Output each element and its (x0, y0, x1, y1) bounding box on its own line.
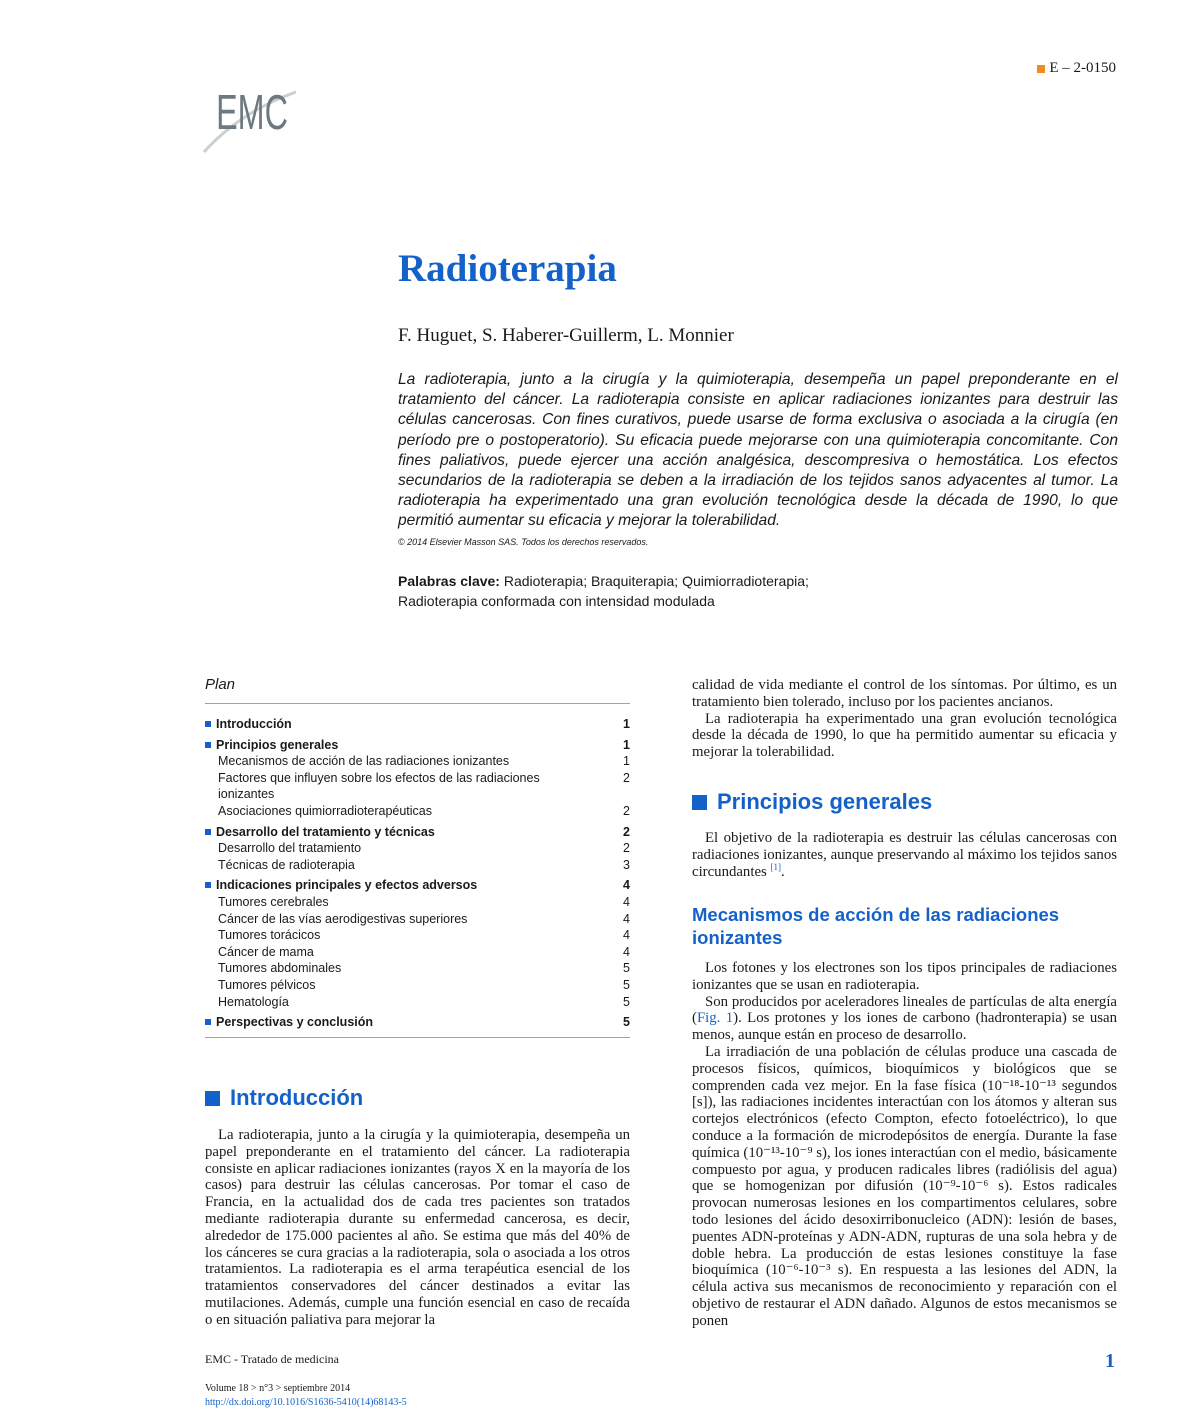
toc-entry-label: Factores que influyen sobre los efectos de las radiaciones ionizantes (218, 770, 540, 802)
toc-entry-page: 1 (623, 737, 630, 752)
toc-section (205, 877, 630, 1010)
toc-sub-entry[interactable] (205, 857, 630, 874)
toc-entry-label: Hematología (218, 994, 289, 1009)
toc-section (205, 716, 630, 733)
toc-entry-page: 5 (623, 994, 630, 1009)
mecanismos-paragraph-3: La irradiación de una población de células produce una cascada de procesos físicos, químicos, bioquímicos y biológicos que se comprenden cada vez mejor. En la fase física (10⁻¹⁸-10⁻¹³ segundos [s]), las radiaciones incidentes interactúan con los átomos y alteran sus cortejos electrónicos (efecto Compton, efecto fotoeléctrico), lo que conduce a la formación de microdepósitos de energía. Durante la fase química (10⁻¹³-10⁻⁹ s), los iones interactúan con el medio, básicamente compuesto por agua, y producen radicales libres (radiólisis del agua) que se homogenizan por difusión (10⁻⁹-10⁻⁶ s). Estos radicales provocan numerosas lesiones en los compartimentos celulares, sobre todo lesiones del ácido desoxirribonucleico (ADN): lesión de bases, puentes ADN-proteínas y ADN-ADN, rupturas de una sola hebra y de doble hebra. La producción de estas lesiones constituye la fase bioquímica (10⁻⁶-10⁻³ s). En respuesta a las lesiones del ADN, la célula activa sus mecanismos de reconocimiento y reparación con el objetivo de restaurar el ADN dañado. Algunos de estos mecanismos se ponen (692, 1043, 1117, 1329)
toc-entry-label: Indicaciones principales y efectos adversos (205, 877, 610, 894)
toc-entry-label: Tumores pélvicos (218, 977, 316, 992)
principios-paragraph: El objetivo de la radioterapia es destruir las células cancerosas con radiaciones ionizantes, aunque preservando al máximo los tejidos sanos circundantes [1]. (692, 830, 1117, 880)
toc-main-entry[interactable] (205, 1014, 630, 1031)
keywords-line2: Radioterapia conformada con intensidad modulada (398, 593, 715, 609)
toc-sub-entry[interactable] (205, 753, 630, 770)
column2-continuation (692, 677, 1117, 761)
page-number: 1 (1105, 1350, 1115, 1372)
toc-entry-page: 5 (623, 961, 630, 976)
mecanismos-text (692, 960, 1117, 1330)
keywords-line1: Radioterapia; Braquiterapia; Quimiorradioterapia; (503, 573, 809, 589)
toc-entry-page: 1 (623, 754, 630, 769)
keywords (398, 571, 1118, 611)
footer-volume: Volume 18 > n°3 > septiembre 2014 (205, 1383, 351, 1394)
footer-doi-link[interactable]: http://dx.doi.org/10.1016/S1636-5410(14)68143-5 (205, 1397, 407, 1408)
footer-journal: EMC - Tratado de medicina (205, 1352, 339, 1366)
intro-paragraph: La radioterapia, junto a la cirugía y la quimioterapia, desempeña un papel preponderante en el tratamiento del cáncer. La radioterapia consiste en aplicar radiaciones ionizantes (rayos X en la mayoría de los casos) para destruir las células cancerosas. Por tomar el caso de Francia, en la actualidad dos de cada tres pacientes son tratados mediante radioterapia durante su enfermedad cancerosa, es decir, alrededor de 175.000 pacientes al año. Se estima que más del 40% de los cánceres se cura gracias a la radioterapia, sola o asociada a los otros tratamientos. La radioterapia es el arma terapéutica esencial de los tratamientos conservadores del cáncer destinados a evitar las mutilaciones. Además, cumple una función esencial en caso de recaída o en situación paliativa para mejorar la (205, 1127, 630, 1328)
toc-entry-label: Tumores cerebrales (218, 894, 329, 909)
toc-main-entry[interactable] (205, 716, 630, 733)
subsection-heading-mecanismos: Mecanismos de acción de las radiaciones ionizantes (692, 904, 1060, 948)
plan-title: Plan (205, 676, 630, 704)
mecanismos-paragraph-2: Son producidos por aceleradores lineales de partículas de alta energía (Fig. 1). Los protones y los iones de carbono (hadronterapia) se usan menos, aunque están en proceso de desarrollo. (692, 993, 1117, 1044)
toc-entry-label: Cáncer de las vías aerodigestivas superiores (218, 911, 468, 926)
toc-entry-page: 4 (623, 911, 630, 926)
toc-sub-entry[interactable] (205, 960, 630, 977)
copyright: © 2014 Elsevier Masson SAS. Todos los derechos reservados. (398, 537, 649, 547)
toc-entry-label: Mecanismos de acción de las radiaciones ionizantes (218, 754, 510, 769)
toc-entry-label: Perspectivas y conclusión (205, 1014, 610, 1031)
toc-entry-label: Tumores torácicos (218, 928, 321, 943)
toc-entry-page: 3 (623, 857, 630, 872)
toc-sub-entry[interactable] (205, 840, 630, 857)
toc-entry-page: 2 (623, 841, 630, 856)
col2-cont-paragraph: calidad de vida mediante el control de los síntomas. Por último, es un tratamiento bien tolerado, incluso por los pacientes ancianos. (692, 677, 1117, 710)
toc-entry-page: 2 (623, 770, 630, 785)
toc-entry-label: Desarrollo del tratamiento y técnicas (205, 824, 610, 841)
section-heading-principios: Principios generales (692, 789, 932, 815)
toc-sub-entry[interactable] (205, 770, 630, 803)
figure-link[interactable]: Fig. 1 (696, 1010, 734, 1027)
emc-logo (200, 72, 300, 154)
toc-sub-entry[interactable] (205, 994, 630, 1011)
toc-entry-page: 4 (623, 878, 630, 893)
toc-entry-page: 1 (623, 717, 630, 731)
blue-square-icon (692, 795, 707, 810)
toc-entry-page: 5 (623, 977, 630, 992)
toc-entry-label: Principios generales (205, 737, 610, 754)
article-title: Radioterapia (398, 247, 617, 290)
document-code: E – 2-0150 (1037, 60, 1116, 77)
logo-text: EMC (216, 84, 288, 140)
toc-entry-page: 4 (623, 894, 630, 909)
toc-entry-label: Cáncer de mama (218, 944, 314, 959)
toc-entry-page: 4 (623, 928, 630, 943)
toc-entry-page: 2 (623, 824, 630, 839)
table-of-contents (205, 676, 630, 1038)
toc-entry-label: Asociaciones quimiorradioterapéuticas (218, 803, 433, 818)
col2-paragraph2: La radioterapia ha experimentado una gran evolución tecnológica desde la década de 1990, lo que ha permitido aumentar su eficacia y mejorar la tolerabilidad. (692, 710, 1117, 761)
toc-section (205, 737, 630, 820)
toc-entry-page: 5 (623, 1015, 630, 1030)
orange-square-icon (1037, 65, 1045, 73)
authors: F. Huguet, S. Haberer-Guillerm, L. Monnier (398, 325, 734, 346)
toc-main-entry[interactable] (205, 824, 630, 841)
section-heading-introduccion: Introducción (205, 1085, 363, 1111)
toc-section (205, 824, 630, 874)
toc-sub-entry[interactable] (205, 911, 630, 928)
toc-entry-page: 4 (623, 944, 630, 959)
toc-list (205, 704, 630, 1038)
toc-sub-entry[interactable] (205, 927, 630, 944)
toc-main-entry[interactable] (205, 877, 630, 894)
blue-square-icon (205, 1091, 220, 1106)
toc-entry-label: Desarrollo del tratamiento (218, 841, 362, 856)
mecanismos-paragraph-1: Los fotones y los electrones son los tipos principales de radiaciones ionizantes que se usan en radioterapia. (692, 960, 1117, 993)
toc-sub-entry[interactable] (205, 894, 630, 911)
reference-link[interactable]: [1] (770, 861, 781, 872)
toc-main-entry[interactable] (205, 737, 630, 754)
toc-sub-entry[interactable] (205, 977, 630, 994)
toc-entry-label: Técnicas de radioterapia (218, 857, 355, 872)
toc-entry-label: Introducción (205, 716, 610, 733)
toc-entry-page: 2 (623, 803, 630, 818)
toc-entry-label: Tumores abdominales (218, 961, 342, 976)
toc-section (205, 1014, 630, 1031)
keywords-label: Palabras clave: (398, 573, 500, 589)
abstract: La radioterapia, junto a la cirugía y la quimioterapia, desempeña un papel preponderante en el tratamiento del cáncer. La radioterapia consiste en aplicar radiaciones ionizantes para destruir las células cancerosas. Con fines curativos, puede usarse de forma exclusiva o asociada a la cirugía (en período pre o postoperatorio). Su eficacia puede mejorarse con una quimioterapia concomitante. Con fines paliativos, puede ejercer una acción analgésica, descompresiva o hemostática. Los efectos secundarios de la radioterapia se deben a la irradiación de los tejidos sanos adyacentes al tumor. La radioterapia ha experimentado una gran evolución tecnológica desde la década de 1990, lo que permitió aumentar su eficacia y mejorar la tolerabilidad. (398, 371, 1118, 530)
toc-sub-entry[interactable] (205, 944, 630, 961)
toc-sub-entry[interactable] (205, 803, 630, 820)
